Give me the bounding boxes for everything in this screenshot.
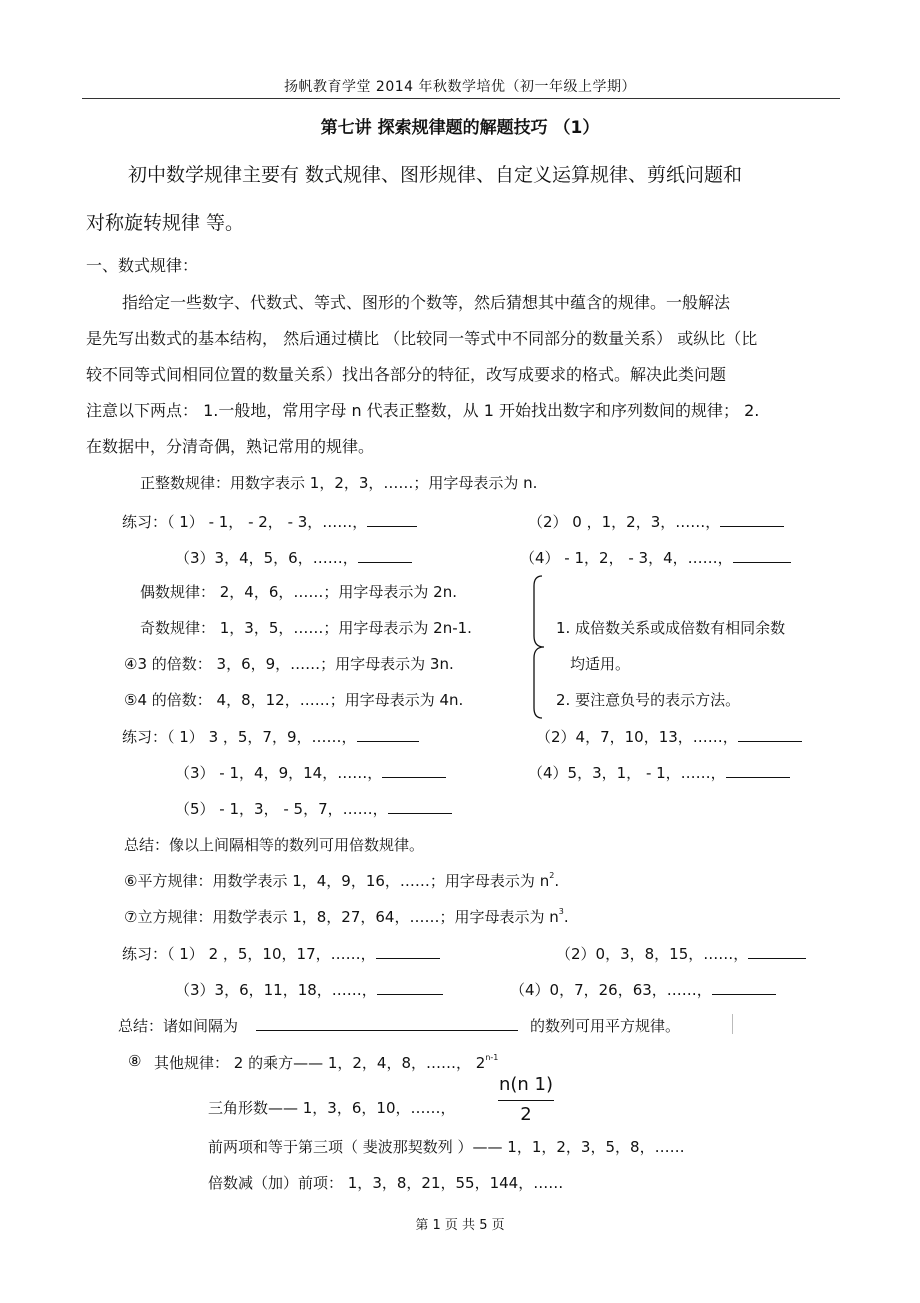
answer-blank[interactable] — [376, 944, 440, 959]
rule-power-of-2: 其他规律： 2 的乘方—— 1，2，4，8，……， 2$^{n-1}$ — [154, 1053, 499, 1072]
exercise-2-1: 练习：（ 1） 3 ，5，7，9，……， — [122, 726, 419, 747]
exercise-3-1: 练习：（ 1） 2 ，5，10，17，……， — [122, 943, 440, 964]
answer-blank[interactable] — [738, 727, 802, 742]
rule-triangular: 三角形数—— 1，3，6，10，……， — [208, 1099, 456, 1117]
answer-blank[interactable] — [733, 548, 791, 563]
para-line-3: 较不同等式间相同位置的数量关系）找出各部分的特征，改写成要求的格式。解决此类问题 — [86, 365, 727, 384]
para-line-2: 是先写出数式的基本结构， 然后通过横比 （比较同一等式中不同部分的数量关系） 或纵比（比 — [86, 329, 758, 348]
answer-blank[interactable] — [382, 763, 446, 778]
summary-square: 总结：诸如间隔为 的数列可用平方规律。 — [118, 1017, 681, 1035]
rule-even: 偶数规律： 2，4，6，……；用字母表示为 2n. — [140, 583, 457, 601]
exercise-1-4: （4） - 1，2， - 3，4，……， — [520, 547, 791, 568]
answer-blank[interactable] — [367, 512, 417, 527]
para-line-4: 注意以下两点： 1.一般地，常用字母 n 代表正整数，从 1 开始找出数字和序列数间的规律； 2. — [86, 401, 760, 420]
rule-multiple-4: ⑤4 的倍数： 4，8，12，……；用字母表示为 4n. — [124, 691, 464, 709]
answer-blank[interactable] — [377, 980, 443, 995]
exercise-3-4: （4）0，7，26，63，……， — [510, 979, 776, 1000]
rule-fibonacci: 前两项和等于第三项（ 斐波那契数列 ）—— 1，1，2，3，5，8，…… — [208, 1138, 685, 1156]
margin-mark — [732, 1014, 733, 1034]
rule-multiple-minus-previous: 倍数减（加）前项： 1，3，8，21，55，144，…… — [208, 1174, 564, 1192]
exercise-2-4: （4）5，3，1， - 1，……， — [528, 762, 790, 783]
note-2: 2. 要注意负号的表示方法。 — [556, 691, 741, 709]
exercise-1-1: 练习：（ 1） - 1， - 2， - 3，……， — [122, 511, 417, 532]
fraction-numerator: n(n 1) — [498, 1074, 554, 1095]
exercise-3-3: （3）3，6，11，18，……， — [175, 979, 443, 1000]
lecture-title: 第七讲 探索规律题的解题技巧 （1） — [320, 118, 600, 138]
answer-blank[interactable] — [357, 727, 419, 742]
intro-line-1: 初中数学规律主要有 数式规律、图形规律、自定义运算规律、剪纸问题和 — [128, 164, 743, 186]
curly-brace — [528, 574, 552, 720]
rule-odd: 奇数规律： 1，3，5，……；用字母表示为 2n-1. — [140, 619, 472, 637]
answer-blank[interactable] — [388, 799, 452, 814]
header-rule — [82, 98, 840, 99]
page-footer: 第 1 页 共 5 页 — [415, 1218, 505, 1233]
fraction-denominator: 2 — [520, 1104, 532, 1125]
fraction-bar — [498, 1100, 554, 1101]
rule-positive-integers: 正整数规律：用数字表示 1，2，3，……；用字母表示为 n. — [140, 474, 538, 492]
exercise-2-3: （3） - 1，4，9，14，……， — [175, 762, 446, 783]
answer-blank[interactable] — [726, 763, 790, 778]
exercise-2-5: （5） - 1，3， - 5，7，……， — [175, 798, 452, 819]
exercise-2-2: （2）4，7，10，13，……， — [536, 726, 802, 747]
answer-blank[interactable] — [748, 944, 806, 959]
rule-multiple-3: ④3 的倍数： 3，6，9，……；用字母表示为 3n. — [124, 655, 454, 673]
answer-blank[interactable] — [712, 980, 776, 995]
exercise-1-3: （3）3，4，5，6，……， — [175, 547, 412, 568]
summary-multiples: 总结：像以上间隔相等的数列可用倍数规律。 — [124, 836, 425, 854]
note-1-continued: 均适用。 — [570, 655, 631, 673]
section-heading: 一、数式规律： — [86, 256, 199, 275]
para-line-5: 在数据中，分清奇偶，熟记常用的规律。 — [86, 437, 375, 456]
rule-square: ⑥平方规律：用数学表示 1，4，9，16，……；用字母表示为 $n^2$. — [124, 871, 560, 890]
answer-blank[interactable] — [720, 512, 784, 527]
exercise-3-2: （2）0，3，8，15，……， — [556, 943, 806, 964]
circled-number-8: ⑧ — [128, 1052, 142, 1070]
rule-cube: ⑦立方规律：用数学表示 1，8，27，64，……；用字母表示为 $n^3$. — [124, 907, 569, 926]
answer-blank[interactable] — [358, 548, 412, 563]
intro-line-2: 对称旋转规律 等。 — [86, 212, 245, 234]
page-header: 扬帆教育学堂 2014 年秋数学培优（初一年级上学期） — [283, 79, 637, 95]
para-line-1: 指给定一些数字、代数式、等式、图形的个数等，然后猜想其中蕴含的规律。一般解法 — [122, 293, 731, 312]
exercise-1-2: （2） 0 ，1，2，3，……， — [528, 511, 784, 532]
note-1: 1. 成倍数关系或成倍数有相同余数 — [556, 619, 786, 637]
answer-blank[interactable] — [256, 1016, 518, 1031]
